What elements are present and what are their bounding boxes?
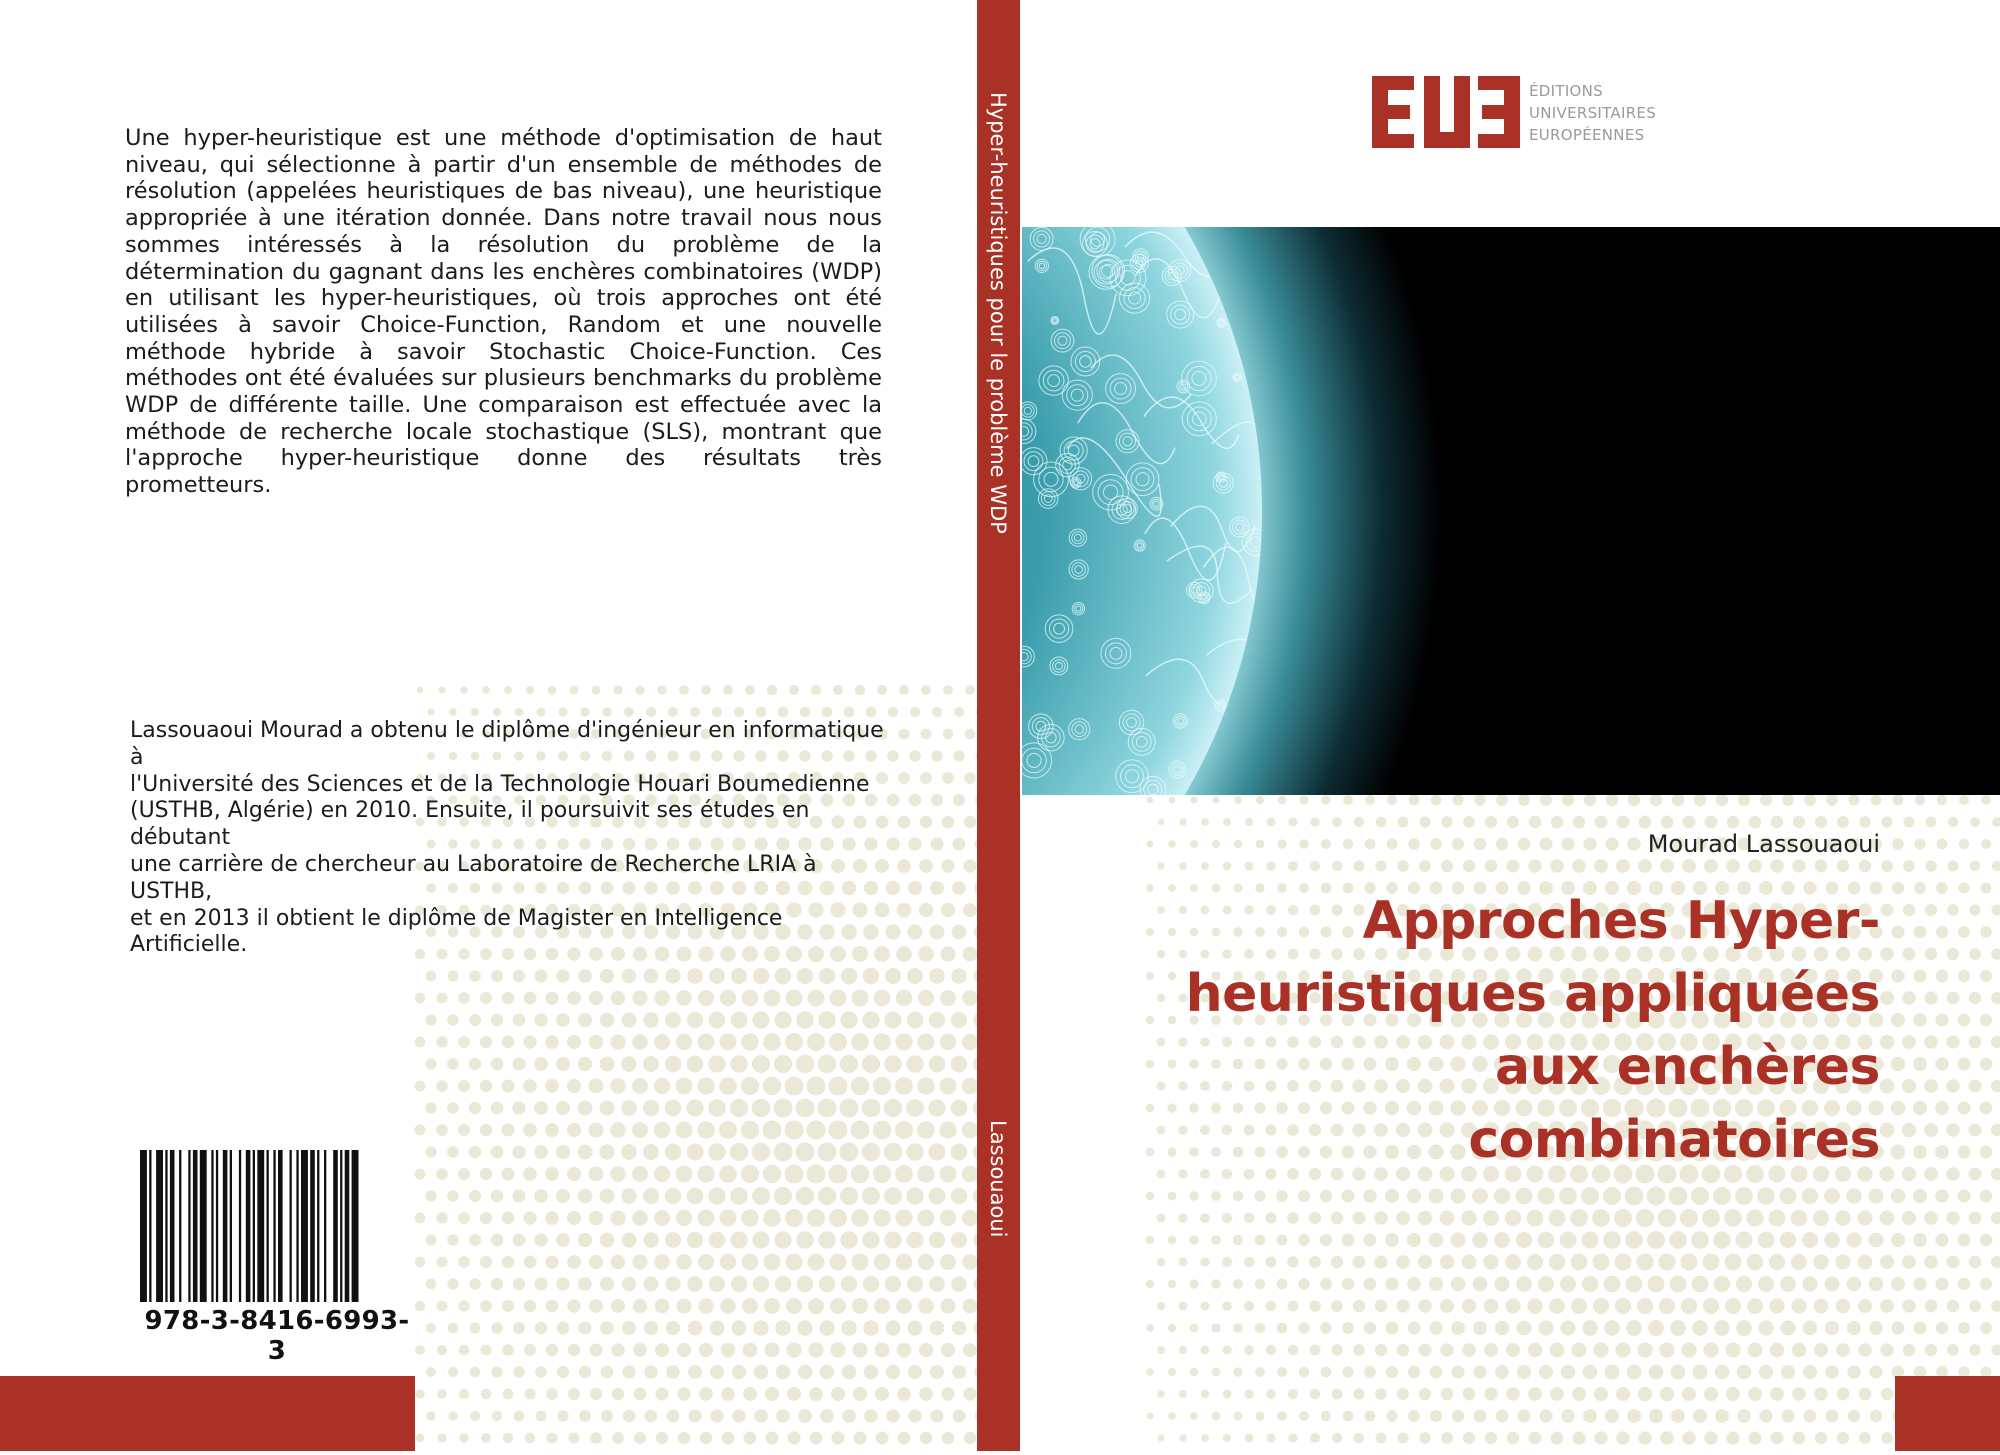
book-spine: [977, 0, 1020, 1451]
publisher-name-line: EUROPÉENNES: [1529, 126, 1645, 144]
isbn-barcode: [138, 1150, 416, 1366]
bio-line: et en 2013 il obtient le diplôme de Magister en Intelligence Artificielle.: [130, 905, 783, 958]
cover-planet-image: [1022, 227, 2000, 795]
bio-line: l'Université des Sciences et de la Technologie Houari Boumedienne: [130, 771, 870, 797]
isbn-number: 978-3-8416-6993-3: [144, 1306, 410, 1366]
publisher-name-line: ÉDITIONS: [1529, 82, 1603, 100]
book-title-line: combinatoires: [1468, 1110, 1880, 1170]
back-cover-summary: Une hyper-heuristique est une méthode d'optimisation de haut niveau, qui sélectionne à partir d'un ensemble de méthodes de résolution (appelées heuristiques de bas niveau), une heuristique appropriée à une itération donnée. Dans notre travail nous nous sommes intéressés à la résolution du problème de la détermination du gagnant dans les enchères combinatoires (WDP) en utilisant les hyper-heuristiques, où trois approches ont été utilisées à savoir Choice-Function, Random et une nouvelle méthode hybride à savoir Stochastic Choice-Function. Ces méthodes ont été évaluées sur plusieurs benchmarks du problème WDP de différente taille. Une comparaison est effectuée avec la méthode de recherche locale stochastique (SLS), montrant que l'approche hyper-heuristique donne des résultats très prometteurs.: [125, 125, 882, 499]
author-biography: [130, 718, 890, 959]
barcode-graphic: [138, 1150, 416, 1302]
book-title: [1120, 885, 1880, 1177]
bio-line: Lassouaoui Mourad a obtenu le diplôme d'ingénieur en informatique à: [130, 718, 884, 770]
book-title-line: Approches Hyper-: [1362, 891, 1880, 951]
bio-line: (USTHB, Algérie) en 2010. Ensuite, il poursuivit ses études en débutant: [130, 798, 810, 851]
front-cover-red-bar: [1895, 1376, 2000, 1451]
spine-author: Lassouaoui: [986, 1120, 1010, 1238]
spine-title: Hyper-heuristiques pour le problème WDP: [986, 92, 1010, 534]
publisher-name: [1529, 80, 1656, 146]
book-title-line: aux enchères: [1494, 1037, 1880, 1097]
bio-line: une carrière de chercheur au Laboratoire de Recherche LRIA à USTHB,: [130, 851, 817, 904]
front-cover-author: Mourad Lassouaoui: [1647, 830, 1880, 858]
publisher-name-line: UNIVERSITAIRES: [1529, 104, 1657, 122]
eue-logo-icon: [1372, 76, 1522, 148]
back-cover-red-bar: [0, 1376, 415, 1451]
glowing-sphere-illustration: [1022, 227, 2000, 795]
book-title-line: heuristiques appliquées: [1185, 964, 1880, 1024]
publisher-logo: [1372, 76, 1672, 148]
